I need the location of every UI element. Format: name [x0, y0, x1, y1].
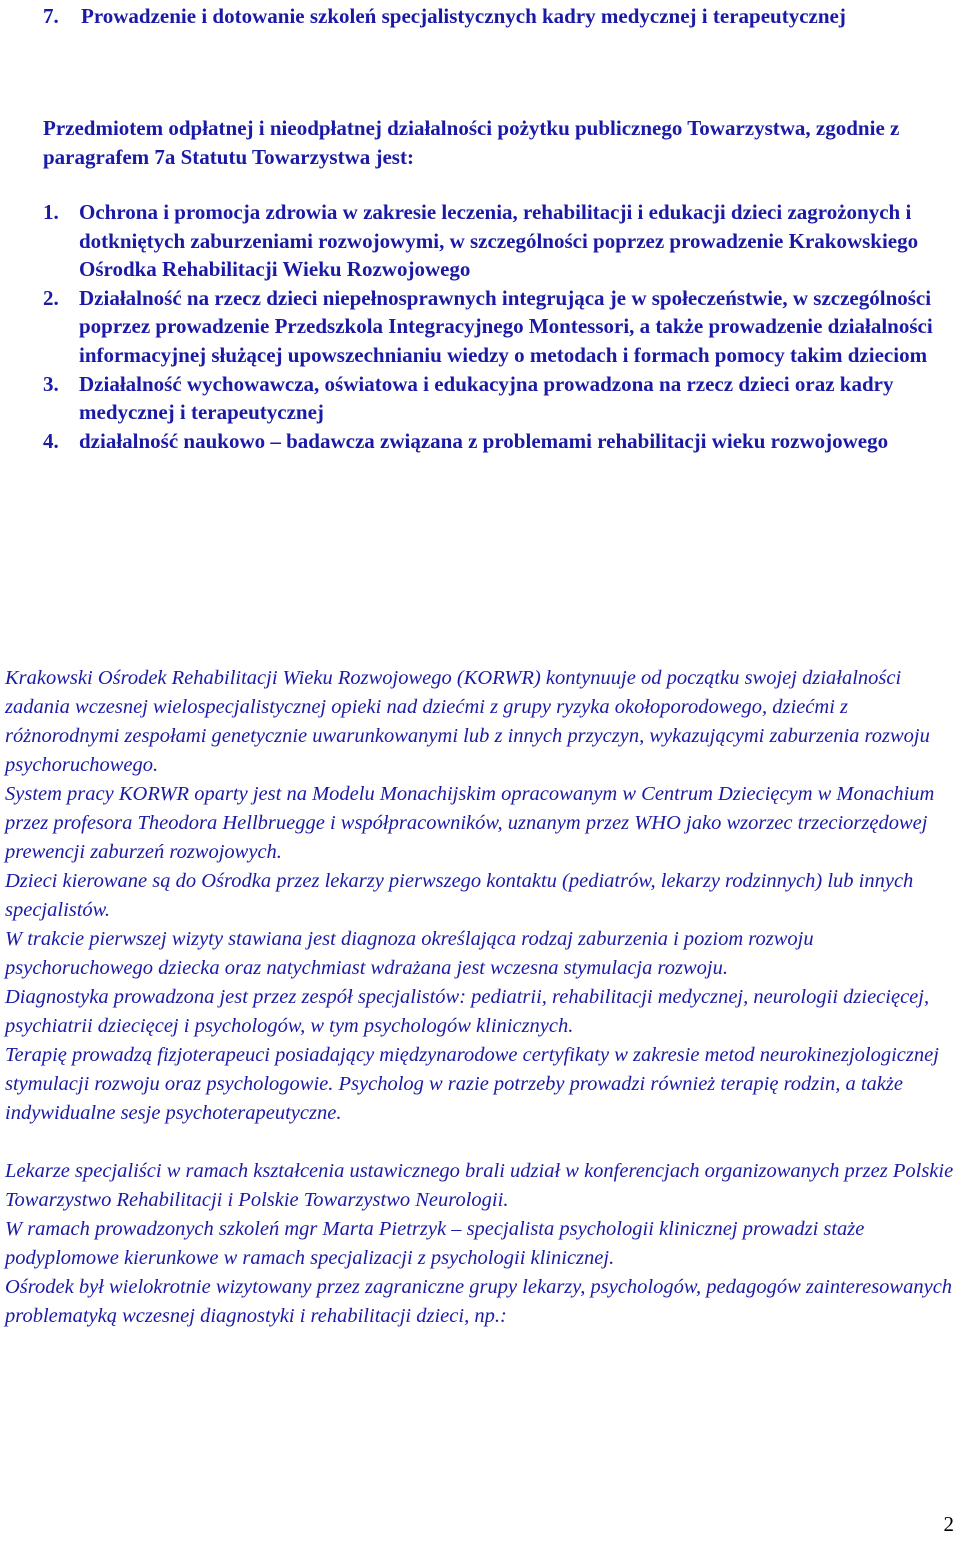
list-item-text: Ochrona i promocja zdrowia w zakresie leczenia, rehabilitacji i edukacji dzieci zagrożonych i dotkniętych zaburzeniami rozwojowymi, w szczególności poprzez prowadzenie Krakowskiego Ośrodka Rehabilitacji Wieku Rozwojowego	[79, 200, 919, 282]
body-paragraph: Lekarze specjaliści w ramach kształcenia ustawicznego brali udział w konferencjach organizowanych przez Polskie Towarzystwo Rehabilitacji i Polskie Towarzystwo Neurologii.	[5, 1160, 954, 1211]
list-item	[43, 370, 943, 427]
body-paragraph: Diagnostyka prowadzona jest przez zespół specjalistów: pediatrii, rehabilitacji medycznej, neurologii dziecięcej, psychiatrii dziecięcej i psychologów, w tym psychologów klinicznych.	[5, 986, 930, 1037]
list-item-text: Działalność wychowawcza, oświatowa i edukacyjna prowadzona na rzecz dzieci oraz kadry medycznej i terapeutycznej	[79, 371, 894, 425]
body-paragraph: Ośrodek był wielokrotnie wizytowany przez zagraniczne grupy lekarzy, psychologów, pedagogów zainteresowanych problematyką wczesnej diagnostyki i rehabilitacji dzieci, np.:	[5, 1276, 953, 1327]
body-paragraph: Terapię prowadzą fizjoterapeuci posiadający międzynarodowe certyfikaty w zakresie metod neurokinezjologicznej stymulacji rozwoju oraz psychologowie. Psycholog w razie potrzeby prowadzi również terapię rodzin, a także indywidualne sesje psychoterapeutyczne.	[5, 1044, 939, 1124]
body-paragraph: Dzieci kierowane są do Ośrodka przez lekarzy pierwszego kontaktu (pediatrów, lekarzy rodzinnych) lub innych specjalistów.	[5, 870, 914, 921]
section-heading	[43, 2, 943, 30]
page-number: 2	[943, 1512, 954, 1536]
list-item-text: Działalność na rzecz dzieci niepełnosprawnych integrująca je w społeczeństwie, w szczególności poprzez prowadzenie Przedszkola Integracyjnego Montessori, a także prowadzenie działalności informacyjnej służącej upowszechnianiu wiedzy o metodach i formach pomocy takim dzieciom	[79, 285, 933, 367]
body-paragraph: Krakowski Ośrodek Rehabilitacji Wieku Rozwojowego (KORWR) kontynuuje od początku swojej działalności zadania wczesnej wielospecjalistycznej opieki nad dziećmi z grupy ryzyka okołoporodowego, dziećmi z różnorodnymi zespołami genetycznie uwarunkowanymi lub z innych przyczyn, wykazującymi zaburzenia rozwoju psychoruchowego.	[5, 667, 930, 776]
intro-paragraph: Przedmiotem odpłatnej i nieodpłatnej działalności pożytku publicznego Towarzystwa, zgodnie z paragrafem 7a Statutu Towarzystwa jest:	[43, 116, 900, 169]
paragraph-spacer	[5, 1128, 957, 1157]
section-title: Prowadzenie i dotowanie szkoleń specjalistycznych kadry medycznej i terapeutycznej	[81, 4, 846, 28]
list-item	[43, 198, 943, 284]
body-paragraph: W trakcie pierwszej wizyty stawiana jest diagnoza określająca rodzaj zaburzenia i poziom rozwoju psychoruchowego dziecka oraz natychmiast wdrażana jest wczesna stymulacja rozwoju.	[5, 928, 814, 979]
list-item	[43, 284, 943, 370]
body-paragraph: W ramach prowadzonych szkoleń mgr Marta Pietrzyk – specjalista psychologii klinicznej prowadzi staże podyplomowe kierunkowe w ramach specjalizacji z psychologii klinicznej.	[5, 1218, 865, 1269]
korwr-description	[5, 664, 957, 1331]
list-item-text: działalność naukowo – badawcza związana z problemami rehabilitacji wieku rozwojowego	[79, 428, 889, 453]
list-item	[43, 427, 943, 456]
list-item-number: 3.	[43, 371, 59, 396]
list-item-number: 2.	[43, 285, 59, 310]
list-item-number: 4.	[43, 428, 59, 453]
goals-list	[43, 198, 943, 455]
list-item-number: 1.	[43, 200, 59, 224]
section-number: 7.	[43, 4, 59, 28]
body-paragraph: System pracy KORWR oparty jest na Modelu Monachijskim opracowanym w Centrum Dziecięcym w Monachium przez profesora Theodora Hellbruegge i współpracowników, uznanym przez WHO jako wzorzec trzeciorzędowej prewencji zaburzeń rozwojowych.	[5, 783, 935, 863]
